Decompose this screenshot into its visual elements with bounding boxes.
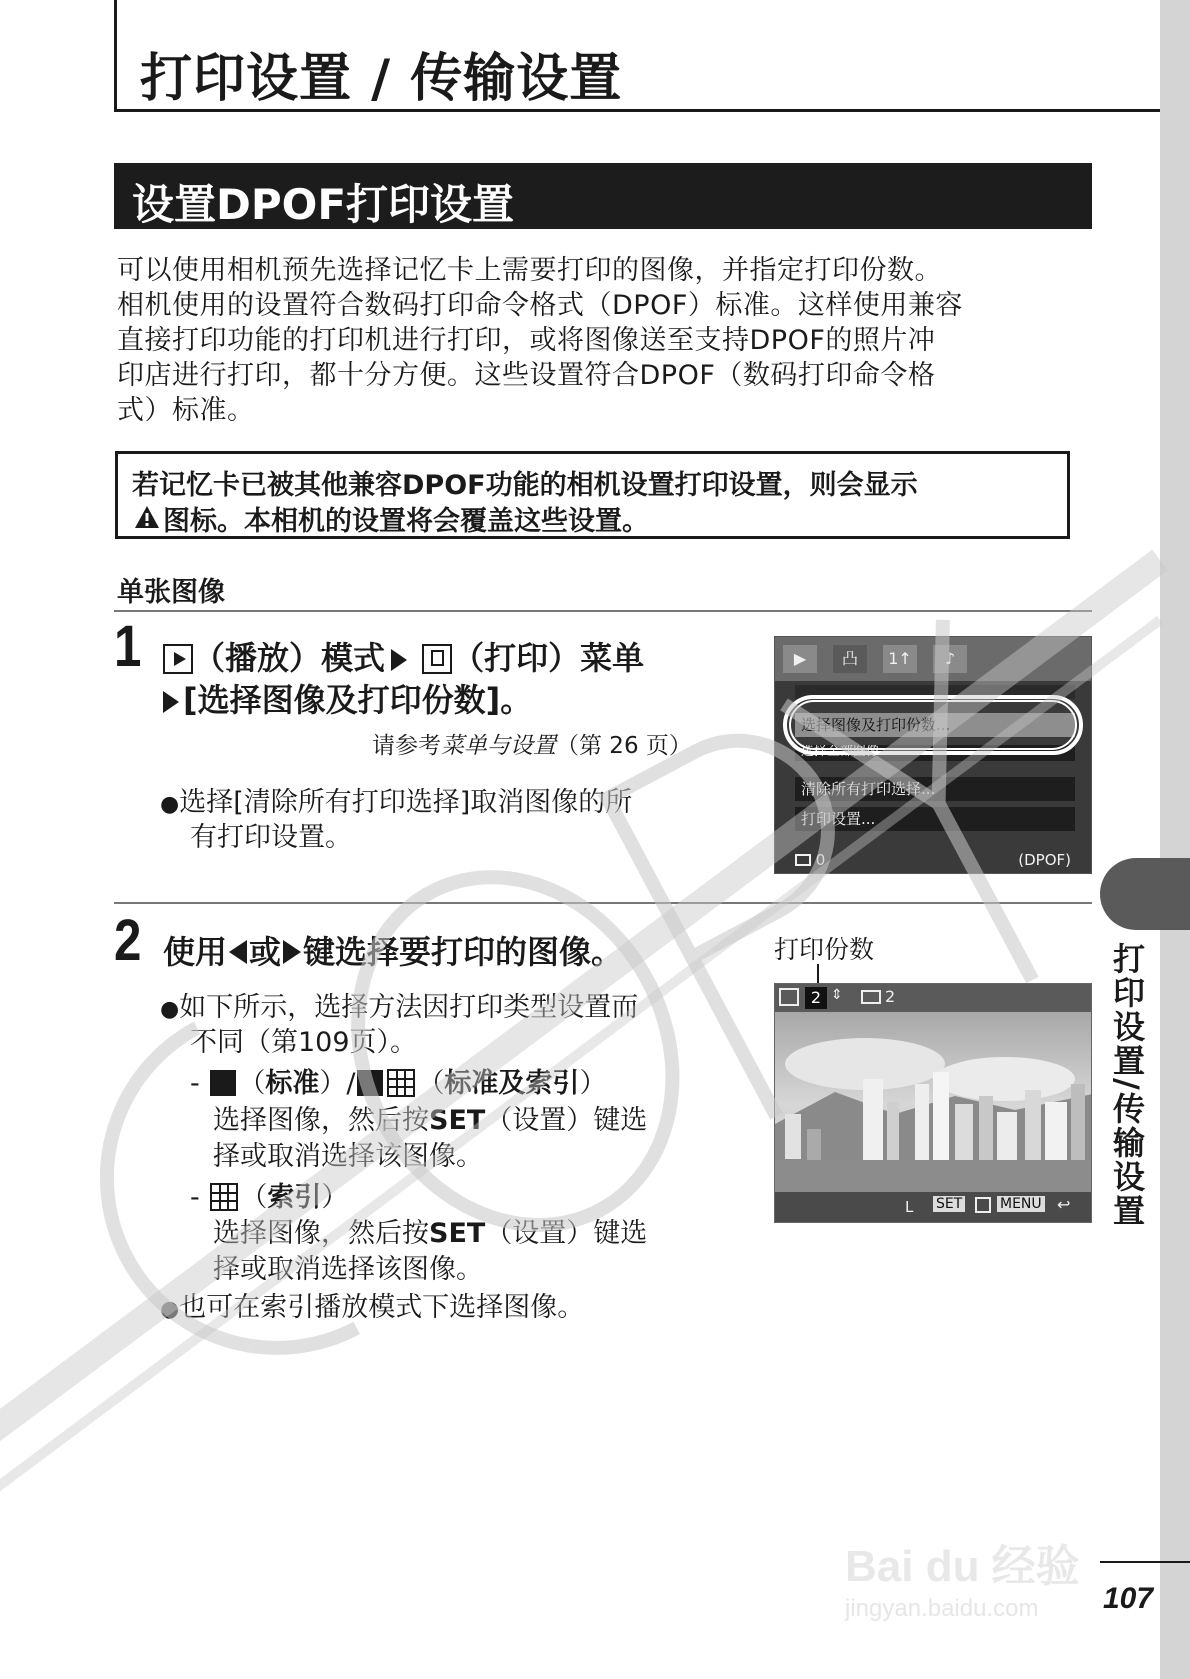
copies-label: 打印份数 <box>774 935 875 964</box>
step-1-reference: 请参考菜单与设置（第 26 页） <box>372 733 692 759</box>
print-menu-icon <box>422 644 452 674</box>
standard-print-icon <box>210 1070 236 1096</box>
arrow-right-icon <box>163 691 179 713</box>
camera-row-select-images: 选择图像及打印份数... <box>795 713 1075 737</box>
page-title: 打印设置 / 传输设置 <box>140 49 623 109</box>
subheading-single-image: 单张图像 <box>117 577 225 608</box>
size-indicator: L <box>905 1198 914 1216</box>
standard-print-icon <box>357 1070 383 1096</box>
playback-mode-icon <box>163 644 193 674</box>
copies-value: 2 <box>805 987 827 1009</box>
divider <box>114 610 1092 612</box>
camera-tab-bar <box>775 637 1091 681</box>
camera-tab-setup: 1↑ <box>883 645 917 673</box>
note-line-1: 若记忆卡已被其他兼容DPOF功能的相机设置打印设置，则会显示 <box>132 470 918 501</box>
intro-line: 可以使用相机预先选择记忆卡上需要打印的图像，并指定打印份数。 <box>117 255 942 286</box>
index-desc: 选择图像，然后按SET（设置）键选 <box>213 1218 648 1249</box>
baidu-watermark-url: jingyan.baidu.com <box>845 1595 1039 1622</box>
intro-line: 直接打印功能的打印机进行打印，或将图像送至支持DPOF的照片冲 <box>117 325 936 356</box>
camera-top-bar <box>775 984 1091 1012</box>
note-line-2: 图标。本相机的设置将会覆盖这些设置。 <box>163 506 649 537</box>
page-number: 107 <box>1103 1582 1154 1615</box>
intro-paragraph <box>117 253 1092 428</box>
step-1-line-2: [选择图像及打印份数]。 <box>163 675 532 721</box>
baidu-watermark-logo: Bai du 经验 <box>845 1542 1080 1591</box>
index-item: - （索引） <box>190 1182 349 1213</box>
step-1-line-1: （播放）模式 （打印）菜单 <box>163 633 644 679</box>
step-1-bullet: ●选择[清除所有打印选择]取消图像的所 <box>160 787 633 818</box>
bullet-icon: ● <box>160 1297 180 1322</box>
index-desc-cont: 择或取消选择该图像。 <box>213 1254 483 1285</box>
bullet-icon: ● <box>160 792 180 817</box>
total-prints-icon <box>861 990 881 1004</box>
camera-image-screenshot <box>774 983 1092 1223</box>
divider <box>114 902 1092 904</box>
standard-index-desc-cont: 择或取消选择该图像。 <box>213 1141 483 1172</box>
step-2-heading: 使用 或 键选择要打印的图像。 <box>163 933 624 971</box>
camera-tab-print: 凸 <box>833 645 867 673</box>
index-print-icon <box>387 1069 415 1097</box>
step-1-number: 1 <box>114 614 142 679</box>
arrow-right-icon <box>391 649 407 671</box>
total-prints-value: 2 <box>885 987 896 1006</box>
return-icon: ↩ <box>1057 1195 1071 1214</box>
highlight-ring-inner <box>789 700 1077 750</box>
section-title: 设置DPOF打印设置 <box>132 180 515 229</box>
intro-line: 相机使用的设置符合数码打印命令格式（DPOF）标准。这样使用兼容 <box>117 290 963 321</box>
set-label: SET <box>933 1196 965 1212</box>
side-margin-bar <box>1160 0 1190 1679</box>
camera-tab-mymenu: ♪ <box>933 645 967 673</box>
right-arrow-key-icon <box>283 940 301 964</box>
side-chapter-title: 打印设置/传输设置 <box>1108 942 1146 1228</box>
step-2-number: 2 <box>114 908 142 973</box>
step-2-bullet-1: ●如下所示，选择方法因打印类型设置而 <box>160 992 639 1023</box>
camera-menu-screenshot <box>774 636 1092 874</box>
warning-triangle-icon <box>134 505 160 529</box>
menu-label: MENU <box>997 1196 1045 1212</box>
up-down-icon: ⇕ <box>831 987 843 1003</box>
step-2-bullet-1-cont: 不同（第109页）。 <box>190 1027 418 1058</box>
print-icon <box>779 988 799 1006</box>
camera-row-clear-all: 清除所有打印选择... <box>795 777 1075 801</box>
print-count-icon <box>795 854 811 866</box>
side-chapter-tab <box>1100 858 1190 930</box>
header-rule-vertical <box>114 0 117 112</box>
camera-bottom-bar <box>775 1192 1091 1222</box>
camera-row-select-all: 选择全部图像... <box>795 745 1075 761</box>
standard-index-desc: 选择图像，然后按SET（设置）键选 <box>213 1105 648 1136</box>
camera-footer-right: (DPOF) <box>1018 851 1071 869</box>
intro-line: 印店进行打印，都十分方便。这些设置符合DPOF（数码打印命令格 <box>117 360 936 391</box>
step-2-bullet-2: ●也可在索引播放模式下选择图像。 <box>160 1292 585 1323</box>
camera-tab-play: ▶ <box>783 645 817 673</box>
step-1-bullet-cont: 有打印设置。 <box>190 822 352 853</box>
page-number-rule <box>1100 1561 1190 1563</box>
print-icon <box>975 1197 991 1213</box>
camera-row-print-settings: 打印设置... <box>795 807 1075 831</box>
camera-footer-left: 0 <box>795 851 825 869</box>
standard-index-item: - （标准）/ （标准及索引） <box>190 1068 607 1099</box>
left-arrow-key-icon <box>229 940 247 964</box>
city-skyline-photo <box>775 984 1092 1223</box>
bullet-icon: ● <box>160 997 180 1022</box>
index-print-icon <box>210 1183 238 1211</box>
intro-line: 式）标准。 <box>117 395 255 426</box>
